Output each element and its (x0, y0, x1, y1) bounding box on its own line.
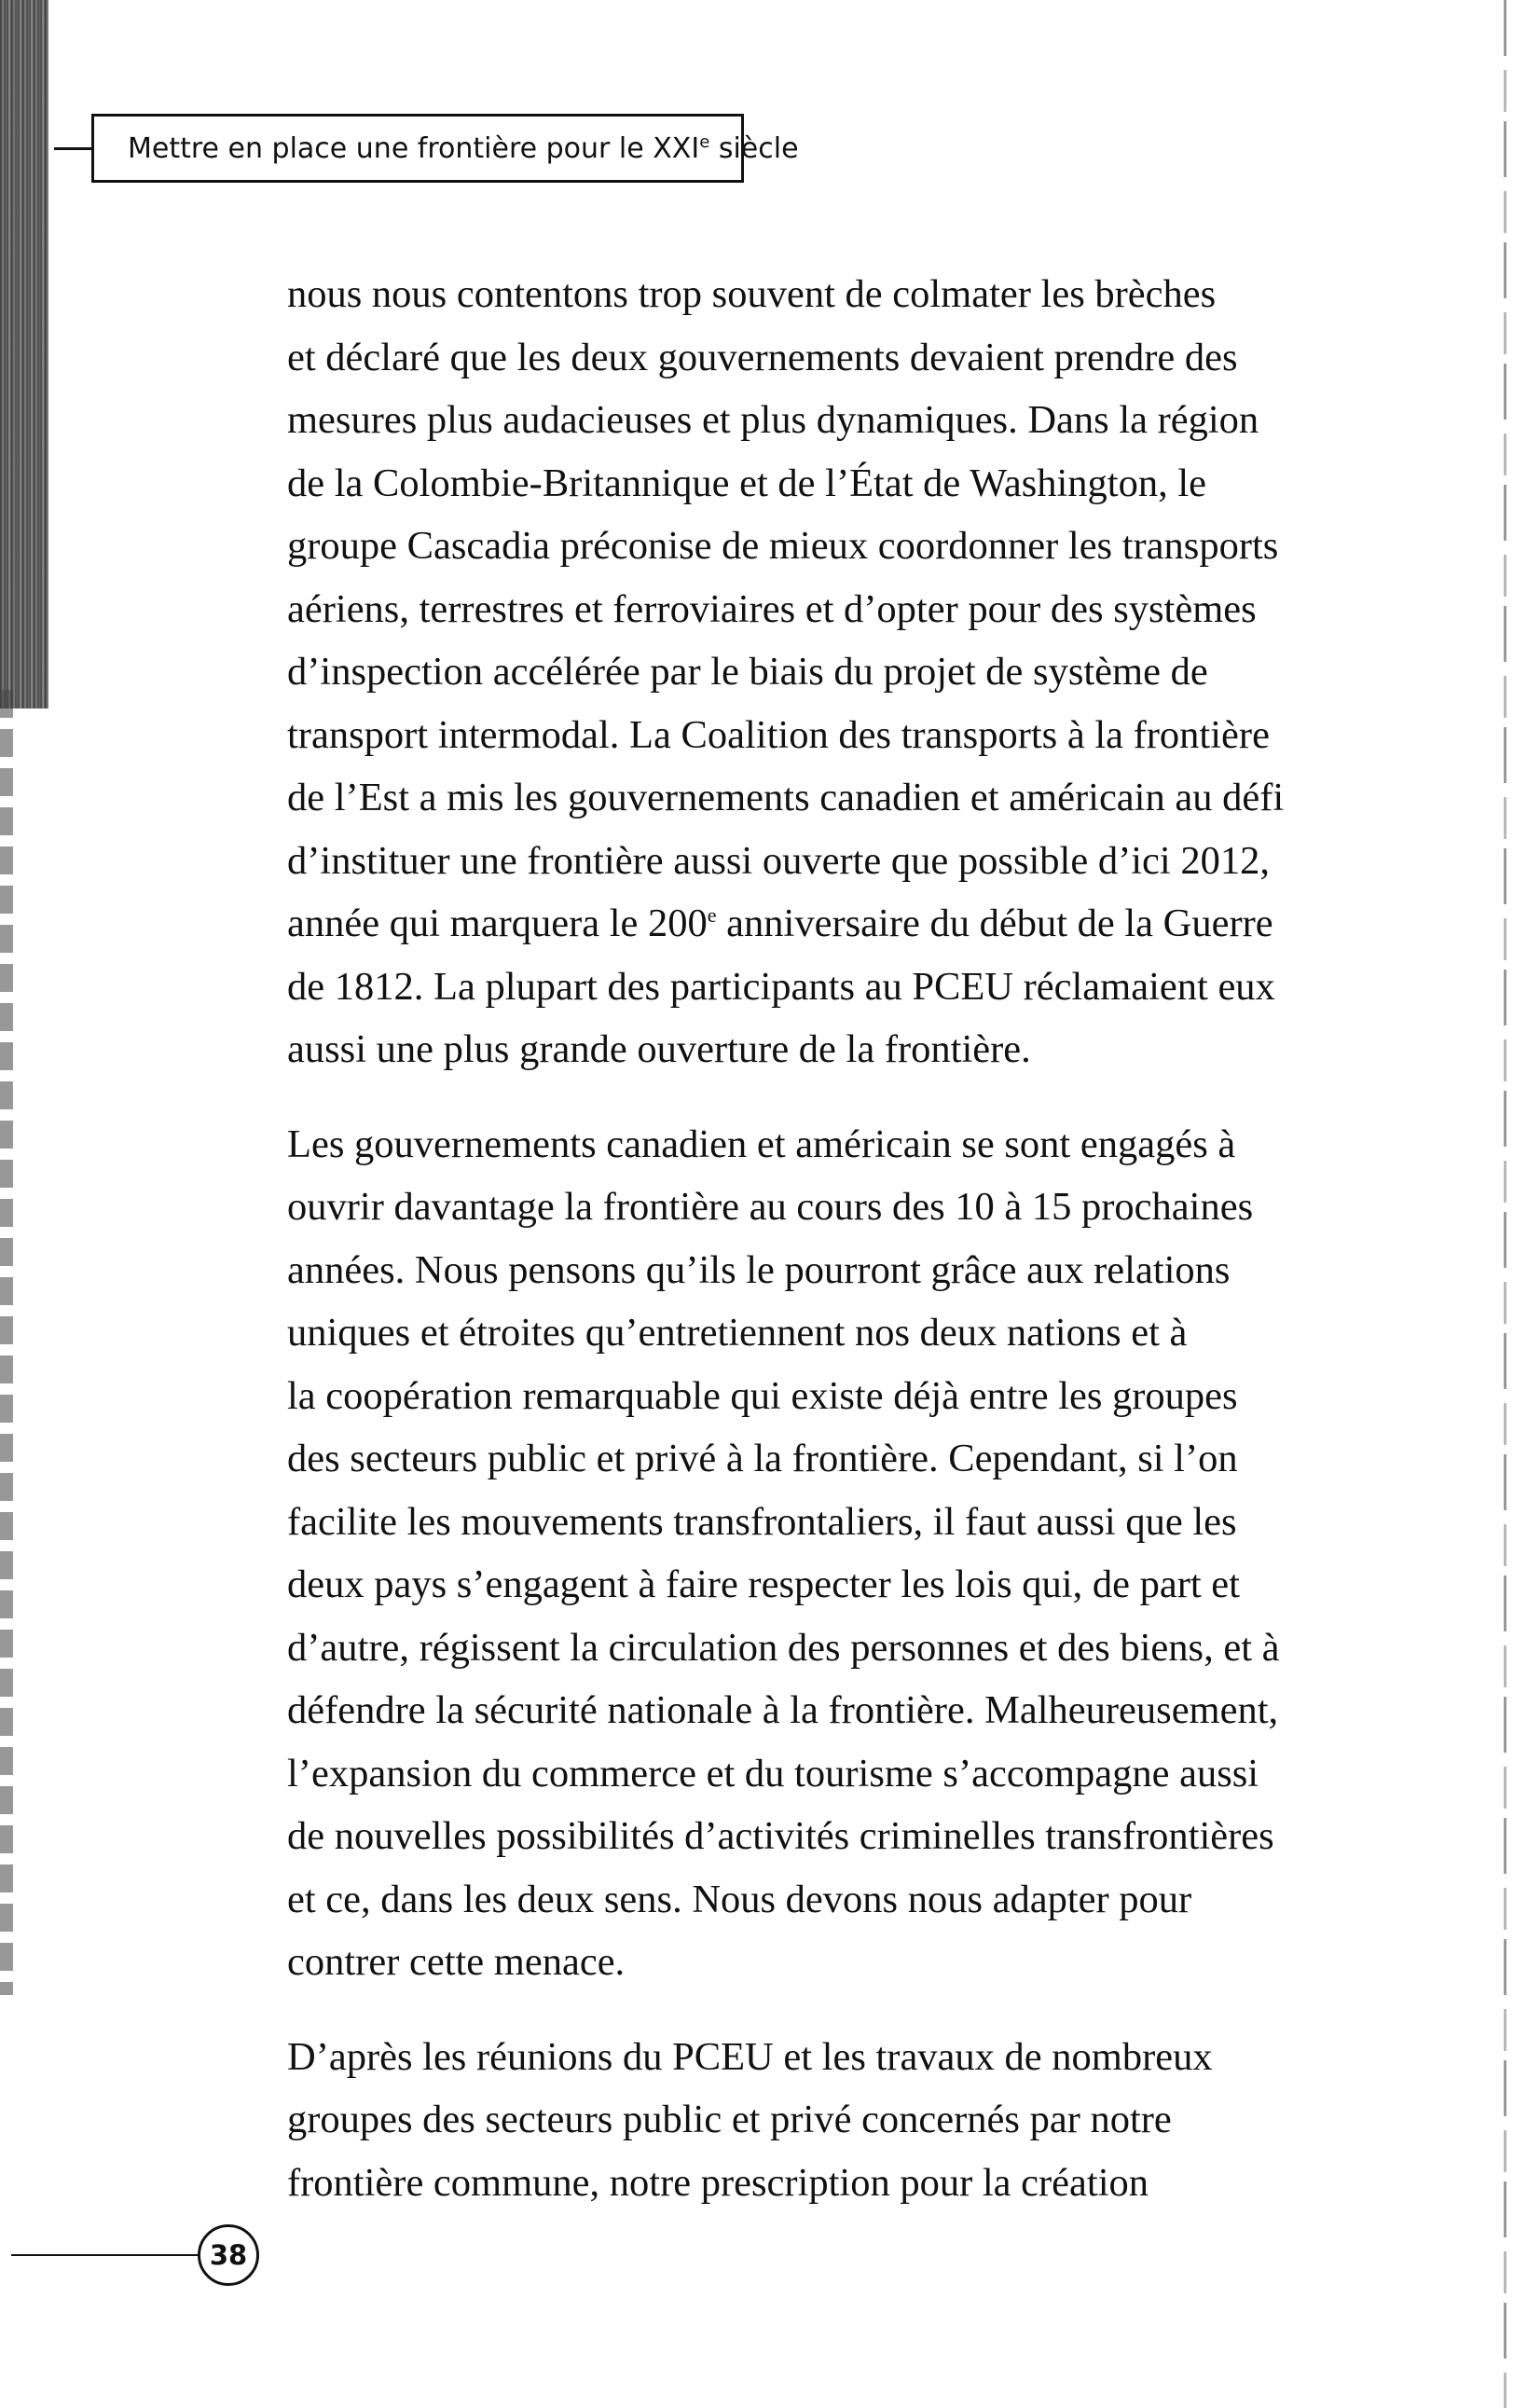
text-line: nous nous contentons trop souvent de colmater les brèches (287, 272, 1217, 316)
text-line: d’inspection accélérée par le biais du projet de système de (287, 650, 1208, 694)
text-line: et ce, dans les deux sens. Nous devons nous adapter pour (287, 1877, 1192, 1921)
text-line: des secteurs public et privé à la frontière. Cependant, si l’on (287, 1437, 1238, 1480)
text-line: facilite les mouvements transfrontaliers, il faut aussi que les (287, 1499, 1237, 1544)
text-line: contrer cette menace. (287, 1940, 626, 1984)
text-line: uniques et étroites qu’entretiennent nos deux nations et à (287, 1311, 1188, 1355)
text-line: groupes des secteurs public et privé concernés par notre (287, 2098, 1172, 2141)
text-line: de l’Est a mis les gouvernements canadien et américain au défi (287, 776, 1285, 819)
text-line: transport intermodal. La Coalition des transports à la frontière (287, 712, 1270, 757)
text-line: l’expansion du commerce et du tourisme s’accompagne aussi (287, 1751, 1259, 1796)
text-line: année qui marquera le 200e anniversaire du début de la Guerre (287, 901, 1273, 945)
text-line: D’après les réunions du PCEU et les travaux de nombreux (287, 2034, 1213, 2079)
text-line: ouvrir davantage la frontière au cours des 10 à 15 prochaines (287, 1185, 1254, 1229)
folio-rule (11, 2254, 199, 2256)
page-edge-marks (1504, 0, 1506, 2408)
header-rule (54, 147, 93, 150)
text-line: aériens, terrestres et ferroviaires et d’opter pour des systèmes (287, 586, 1257, 631)
text-line: aussi une plus grande ouverture de la frontière. (287, 1027, 1031, 1071)
text-line: d’autre, régissent la circulation des personnes et des biens, et à (287, 1625, 1280, 1670)
text-line: Les gouvernements canadien et américain se sont engagés à (287, 1121, 1236, 1166)
running-header-title: Mettre en place une frontière pour le XXIe siècle (128, 131, 799, 165)
text-line: de 1812. La plupart des participants au PCEU réclamaient eux (287, 964, 1275, 1009)
text-line: défendre la sécurité nationale à la frontière. Malheureusement, (287, 1688, 1279, 1732)
binding-shadow (0, 0, 48, 709)
text-line: groupe Cascadia préconise de mieux coordonner les transports (287, 524, 1279, 568)
text-line: mesures plus audacieuses et plus dynamiques. Dans la région (287, 398, 1259, 442)
text-line: deux pays s’engagent à faire respecter les lois qui, de part et (287, 1562, 1240, 1606)
paragraph-3 (287, 2026, 1350, 2215)
text-line: de la Colombie-Britannique et de l’État de Washington, le (287, 461, 1207, 505)
paragraph-2 (287, 1113, 1350, 1994)
text-line: la coopération remarquable qui existe déjà entre les groupes (287, 1373, 1238, 1418)
page-number: 38 (198, 2224, 259, 2286)
paragraph-1 (287, 263, 1350, 1081)
binding-edge-marks (0, 690, 13, 1995)
text-line: d’instituer une frontière aussi ouverte que possible d’ici 2012, (287, 838, 1270, 883)
text-line: et déclaré que les deux gouvernements devaient prendre des (287, 335, 1238, 379)
text-line: années. Nous pensons qu’ils le pourront grâce aux relations (287, 1247, 1231, 1292)
running-header (91, 114, 799, 183)
text-line: frontière commune, notre prescription pour la création (287, 2160, 1149, 2205)
body-text (287, 263, 1350, 2246)
text-line: de nouvelles possibilités d’activités criminelles transfrontières (287, 1814, 1274, 1858)
